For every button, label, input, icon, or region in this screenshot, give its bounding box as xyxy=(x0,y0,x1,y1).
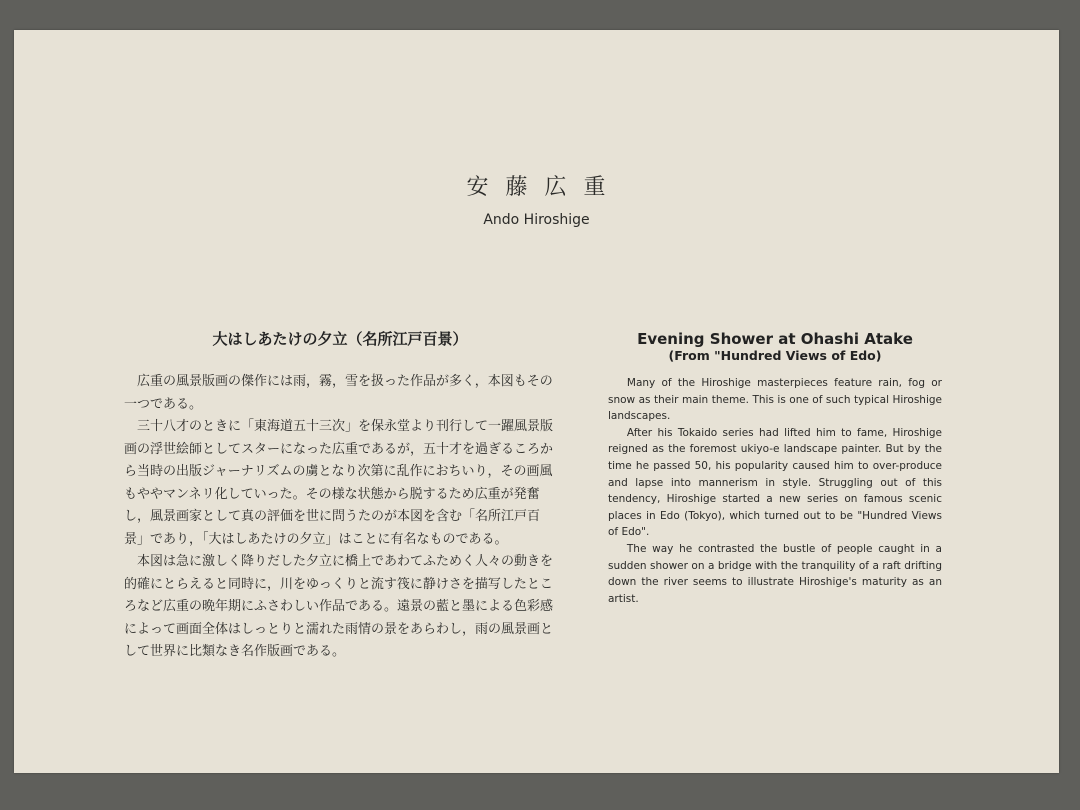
title-english: Ando Hiroshige xyxy=(483,212,590,228)
english-heading: Evening Shower at Ohashi Atake xyxy=(637,330,913,348)
japanese-column xyxy=(124,328,556,664)
english-paragraph: Many of the Hiroshige masterpieces feature rain, fog or snow as their main theme. This is one of such typical Hiroshige landscapes. xyxy=(608,377,942,423)
english-column xyxy=(608,330,942,607)
japanese-paragraph: 本図は急に激しく降りだした夕立に橋上であわてふためく人々の動きを的確にとらえると同時に，川をゆっくりと流す筏に静けさを描写したところなど広重の晩年期にふさわしい作品である。遠景の藍と墨による色彩感によって画面全体はしっとりと濡れた雨情の景をあらわし，雨の風景画として世界に比類なき名作版画である。 xyxy=(124,554,554,659)
english-paragraph: The way he contrasted the bustle of people caught in a sudden shower on a bridge with the tranquility of a raft drifting down the river seems to illustrate Hiroshige's maturity as an artist. xyxy=(608,542,942,605)
japanese-paragraph: 広重の風景版画の傑作には雨，霧，雪を扱った作品が多く，本図もその一つである。 xyxy=(124,374,553,412)
english-subheading: (From "Hundred Views of Edo) xyxy=(668,348,882,363)
japanese-heading: 大はしあたけの夕立（名所江戸百景） xyxy=(212,330,468,348)
description-sheet xyxy=(14,30,1059,773)
english-paragraph: After his Tokaido series had lifted him to fame, Hiroshige reigned as the foremost ukiyo-e landscape painter. But by the time he passed 50, his popularity caused him to over-produce and lapse into mannerism in style. Struggling out of this tendency, Hiroshige started a new series on famous scenic places in Edo (Tokyo), which turned out to be "Hundred Views of Edo". xyxy=(608,426,942,539)
japanese-paragraph: 三十八才のときに「東海道五十三次」を保永堂より刊行して一躍風景版画の浮世絵師としてスターになった広重であるが，五十才を過ぎるころから当時の出版ジャーナリズムの虜となり次第に乱作におちいり，その画風もややマンネリ化していった。その様な状態から脱するため広重が発奮し，風景画家として真の評価を世に問うたのが本図を含む「名所江戸百景」であり，「大はしあたけの夕立」はことに有名なものである。 xyxy=(124,419,554,547)
title-japanese: 安藤広重 xyxy=(466,175,623,200)
